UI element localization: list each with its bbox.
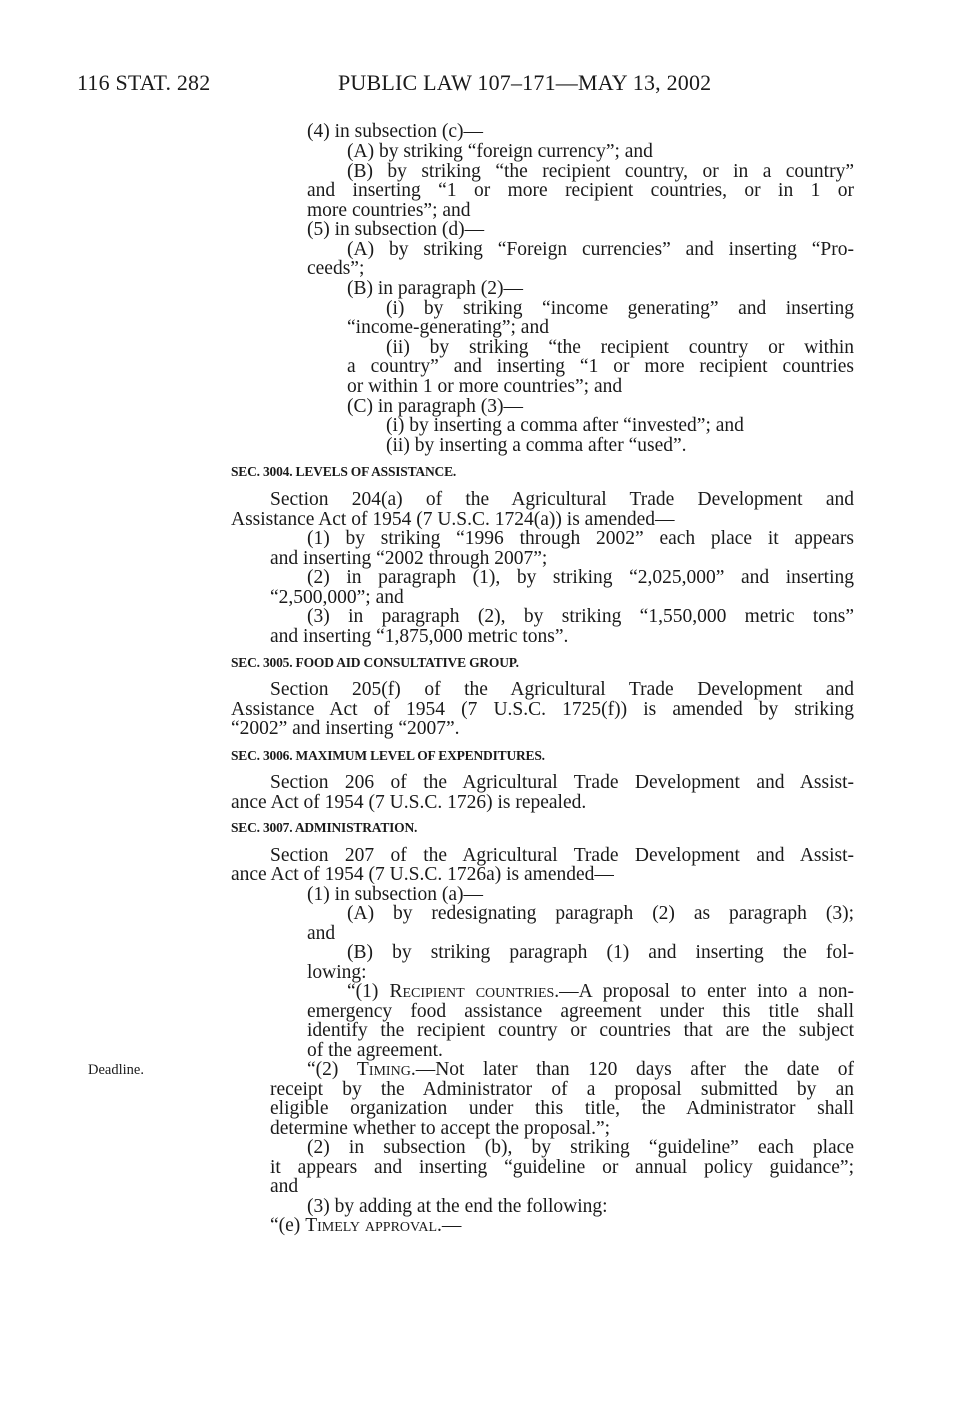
text-line: (ii) by inserting a comma after “used”. [386, 435, 687, 456]
text-line: (A) by striking “Foreign currencies” and inserting “Pro- [347, 239, 854, 260]
text-line: Section 206 of the Agricultural Trade Development and Assist- [270, 772, 854, 793]
text-line: lowing: [307, 962, 367, 983]
running-head: PUBLIC LAW 107–171—MAY 13, 2002 [338, 70, 712, 95]
page-number-stat: 116 STAT. 282 [77, 70, 211, 95]
text-line [307, 1060, 854, 1080]
text-line: “2002” and inserting “2007”. [231, 718, 460, 739]
text-line: ance Act of 1954 (7 U.S.C. 1726a) is amended— [231, 864, 614, 885]
text-line: Section 205(f) of the Agricultural Trade Development and [270, 679, 854, 700]
text-line: more countries”; and [307, 200, 471, 221]
text-line: (2) in paragraph (1), by striking “2,025,000” and inserting [307, 567, 854, 588]
text-line: Section 204(a) of the Agricultural Trade Development and [270, 489, 854, 510]
quote-open: “(e) [270, 1215, 306, 1236]
text-run: .— [437, 1215, 462, 1236]
text-line: “income-generating”; and [347, 317, 549, 338]
quote-open: “(1) [347, 981, 390, 1002]
text-line: (B) by striking paragraph (1) and inserting the fol- [347, 942, 854, 963]
quote-open: “(2) [307, 1059, 357, 1080]
text-line: determine whether to accept the proposal.”; [270, 1118, 611, 1139]
text-line: or within 1 or more countries”; and [347, 376, 623, 397]
text-line: ance Act of 1954 (7 U.S.C. 1726) is repealed. [231, 792, 587, 813]
section-heading: SEC. 3007. ADMINISTRATION. [231, 820, 418, 835]
section-heading: SEC. 3005. FOOD AID CONSULTATIVE GROUP. [231, 655, 519, 670]
margin-note-deadline: Deadline. [88, 1062, 144, 1078]
text-line: (1) in subsection (a)— [307, 884, 483, 905]
text-line: (A) by striking “foreign currency”; and [347, 141, 653, 162]
small-caps-heading: Timing [356, 1059, 411, 1080]
text-line: and [270, 1176, 299, 1197]
text-line: and inserting “1 or more recipient countries, or in 1 or [307, 180, 854, 201]
text-line: and [307, 923, 336, 944]
text-line: Assistance Act of 1954 (7 U.S.C. 1724(a)) is amended— [231, 509, 675, 530]
text-line: emergency food assistance agreement under this title shall [307, 1001, 854, 1022]
text-line: (3) in paragraph (2), by striking “1,550,000 metric tons” [307, 606, 854, 627]
section-heading: SEC. 3004. LEVELS OF ASSISTANCE. [231, 464, 457, 479]
text-line: identify the recipient country or countries that are the subject [307, 1020, 854, 1041]
text-line [270, 1216, 461, 1236]
text-line: (A) by redesignating paragraph (2) as paragraph (3); [347, 903, 854, 924]
text-line: eligible organization under this title, the Administrator shall [270, 1098, 854, 1119]
text-line: it appears and inserting “guideline or annual policy guidance”; [270, 1157, 854, 1178]
text-line: and inserting “2002 through 2007”; [270, 548, 548, 569]
text-line: Assistance Act of 1954 (7 U.S.C. 1725(f)) is amended by striking [231, 699, 854, 720]
small-caps-heading: Timely approval [305, 1215, 437, 1236]
text-line [347, 982, 854, 1002]
text-line: (5) in subsection (d)— [307, 219, 485, 240]
text-line: a country” and inserting “1 or more recipient countries [347, 356, 854, 377]
small-caps-heading: Recipient countries [389, 981, 555, 1002]
text-line: (3) by adding at the end the following: [307, 1196, 608, 1217]
text-line: and inserting “1,875,000 metric tons”. [270, 626, 569, 647]
text-line: receipt by the Administrator of a proposal submitted by an [270, 1079, 854, 1100]
section-heading: SEC. 3006. MAXIMUM LEVEL OF EXPENDITURES. [231, 748, 545, 763]
text-run: .—A proposal to enter into a non- [554, 981, 854, 1002]
text-line: (B) by striking “the recipient country, or in a country” [347, 161, 854, 182]
text-line: (1) by striking “1996 through 2002” each place it appears [307, 528, 854, 549]
text-line: (4) in subsection (c)— [307, 121, 483, 142]
text-line: (ii) by striking “the recipient country or within [386, 337, 854, 358]
text-line: (i) by inserting a comma after “invested”; and [386, 415, 744, 436]
text-line: (i) by striking “income generating” and inserting [386, 298, 854, 319]
text-run: .—Not later than 120 days after the date of [410, 1059, 854, 1080]
text-line: Section 207 of the Agricultural Trade Development and Assist- [270, 845, 854, 866]
text-line: (B) in paragraph (2)— [347, 278, 523, 299]
text-line: (C) in paragraph (3)— [347, 396, 523, 417]
text-line: ceeds”; [307, 258, 365, 279]
text-line: of the agreement. [307, 1040, 443, 1061]
text-line: “2,500,000”; and [270, 587, 404, 608]
text-line: (2) in subsection (b), by striking “guideline” each place [307, 1137, 854, 1158]
